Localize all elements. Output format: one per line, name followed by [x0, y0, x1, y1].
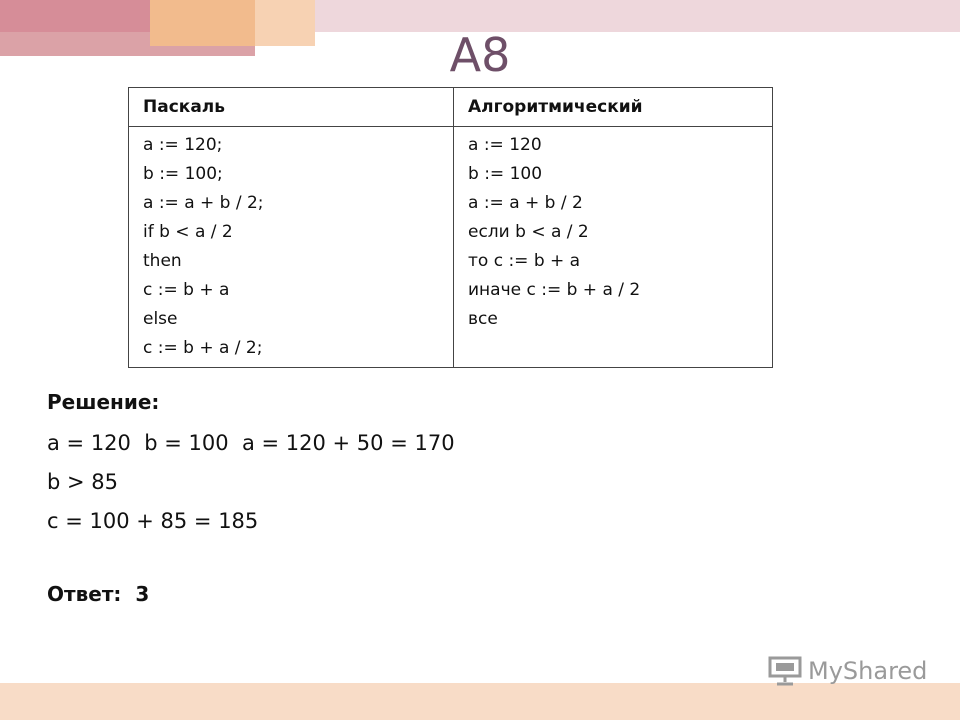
- algorithmic-line: a := 120: [468, 135, 542, 155]
- algorithmic-line: то c := b + a: [468, 251, 581, 271]
- pascal-line: then: [143, 251, 182, 271]
- algorithmic-line: a := a + b / 2: [468, 193, 583, 213]
- algorithmic-line: иначе c := b + a / 2: [468, 280, 641, 300]
- solution-label: Решение:: [47, 390, 160, 414]
- header-algorithmic: Алгоритмический: [454, 88, 773, 127]
- code-comparison-table: [128, 87, 773, 368]
- pascal-line: c := b + a: [143, 280, 230, 300]
- bottom-decor-strip: [0, 683, 960, 720]
- solution-block: [47, 390, 455, 541]
- pascal-line: else: [143, 309, 178, 329]
- slide-title: A8: [449, 28, 511, 82]
- table-header-row: [129, 88, 773, 127]
- table-code-row: [129, 127, 773, 368]
- header-pascal: Паскаль: [129, 88, 454, 127]
- algorithmic-line: если b < a / 2: [468, 222, 589, 242]
- algorithmic-line: все: [468, 309, 498, 329]
- watermark-text: MyShared: [808, 657, 928, 685]
- pascal-line: if b < a / 2: [143, 222, 233, 242]
- solution-line: b > 85: [47, 470, 118, 494]
- answer-text: Ответ: 3: [47, 582, 150, 606]
- algorithmic-line: b := 100: [468, 164, 543, 184]
- algorithmic-code-cell: [454, 127, 773, 368]
- pascal-line: b := 100;: [143, 164, 223, 184]
- pascal-line: c := b + a / 2;: [143, 338, 263, 358]
- presentation-board-icon: [768, 656, 802, 686]
- pascal-line: a := 120;: [143, 135, 223, 155]
- solution-line: a = 120 b = 100 a = 120 + 50 = 170: [47, 431, 455, 455]
- watermark: [768, 656, 927, 686]
- pascal-code-cell: [129, 127, 454, 368]
- solution-line: c = 100 + 85 = 185: [47, 509, 259, 533]
- pascal-line: a := a + b / 2;: [143, 193, 264, 213]
